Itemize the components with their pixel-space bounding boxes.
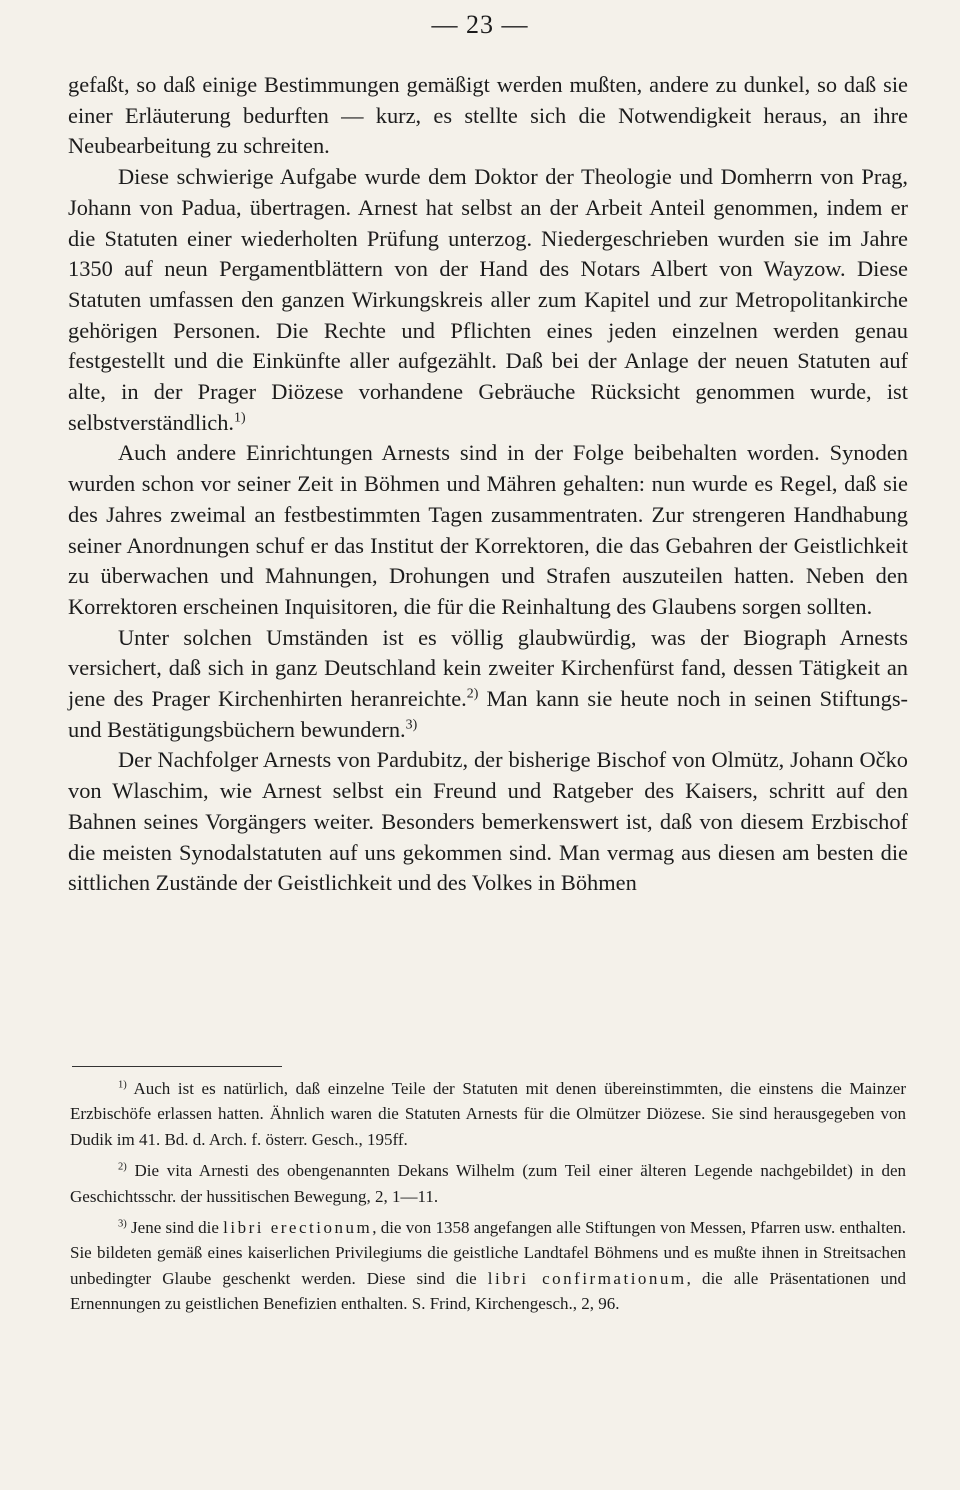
paragraph-3: Auch andere Einrichtungen Arnests sind in der Folge beibehalten worden. Synoden wurden schon vor seiner Zeit in Böhmen und Mähren gehalten: nun wurde es Regel, daß sie des Jahres zweimal an festbestimmten Tagen zusammentraten. Zur strengeren Handhabung seiner Anordnungen schuf er das Institut der Korrektoren, die das Gebahren der Geistlichkeit zu überwachen und Mahnungen, Drohungen und Strafen auszuteilen hatten. Neben den Korrektoren erscheinen Inquisitoren, die für die Reinhaltung des Glaubens sorgen sollten. xyxy=(68,440,908,619)
paragraph-5: Der Nachfolger Arnests von Pardubitz, der bisherige Bischof von Olmütz, Johann Očko von Wlaschim, wie Arnest selbst ein Freund und Ratgeber des Kaisers, schritt auf den Bahnen seines Vorgängers weiter. Besonders bemerkenswert ist, daß von diesem Erzbischof die meisten Synodalstatuten auf uns gekommen sind. Man vermag aus diesen am besten die sittlichen Zustände der Geistlichkeit und des Volkes in Böhmen xyxy=(68,747,908,896)
footnote-3-term-1: libri erectionum xyxy=(223,1218,373,1238)
paragraph-2-text: Diese schwierige Aufgabe wurde dem Doktor der Theologie und Domherrn von Prag, Johann von Padua, übertragen. Arnest hat selbst an der Arbeit Anteil genommen, indem er die Statuten einer wiederholten Prüfung unterzog. Niedergeschrieben wurden sie im Jahre 1350 auf neun Pergamentblättern von der Hand des Notars Albert von Wayzow. Diese Statuten umfassen den ganzen Wirkungskreis aller zum Kapitel und zur Metropolitankirche gehörigen Personen. Die Rechte und Pflichten eines jeden einzelnen werden genau festgestellt und die Einkünfte aller aufgezählt. Daß bei der Anlage der neuen Statuten auf alte, in der Prager Diözese vorhandene Gebräuche Rücksicht genommen wurde, ist selbstverständlich. xyxy=(68,164,908,435)
footnote-1-text: Auch ist es natürlich, daß einzelne Teile der Statuten mit denen übereinstimmten, die einstens die Mainzer Erzbischöfe erlassen hatten. Ähnlich waren die Statuten Arnests für die Olmützer Diözese. Sie sind herausgegeben von Dudik im 41. Bd. d. Arch. f. österr. Gesch., 195ff. xyxy=(70,1079,906,1149)
main-text xyxy=(68,70,908,899)
footnote-mark-1: 1) xyxy=(118,1079,127,1091)
footnote-divider xyxy=(72,1066,282,1067)
footnote-3 xyxy=(70,1215,906,1317)
footnote-1 xyxy=(70,1076,906,1152)
paragraph-1: gefaßt, so daß einige Bestimmungen gemäßigt werden mußten, andere zu dunkel, so daß sie einer Erläuterung bedurften — kurz, es stellte sich die Notwendigkeit heraus, an ihre Neubearbeitung zu schreiten. xyxy=(68,72,908,159)
paragraph-4-text-b: Man kann sie heute noch in seinen Stiftungs- und Bestätigungsbüchern bewundern. xyxy=(68,686,908,742)
footnotes xyxy=(70,1076,906,1317)
footnote-2-text: Die vita Arnesti des obengenannten Dekans Wilhelm (zum Teil einer älteren Legende nachgebildet) in den Geschichtsschr. der hussitischen Bewegung, 2, 1—11. xyxy=(70,1161,906,1206)
footnote-3-text-a: Jene sind die xyxy=(131,1218,224,1238)
page-number: — 23 — xyxy=(431,10,529,39)
footnote-ref-3: 3) xyxy=(405,717,418,733)
paragraph-4-text-a: Unter solchen Umständen ist es völlig glaubwürdig, was der Biograph Arnests versichert, daß sich in ganz Deutschland kein zweiter Kirchenfürst fand, dessen Tätigkeit an jene des Prager Kirchenhirten heranreichte. xyxy=(68,624,908,712)
footnote-3-text-c: , die alle Präsentationen und Ernennungen zu geistlichen Benefizien enthalten. S. Frind, Kirchengesch., 2, 96. xyxy=(70,1268,907,1314)
paragraph-4 xyxy=(68,623,908,746)
footnote-ref-2: 2) xyxy=(466,686,479,702)
footnote-2 xyxy=(70,1158,906,1209)
footnote-mark-3: 3) xyxy=(118,1218,127,1230)
footnote-3-term-2: libri confirmationum xyxy=(487,1268,687,1288)
footnote-ref-1: 1) xyxy=(234,410,246,426)
paragraph-2 xyxy=(68,162,908,438)
footnote-3-text-b: , die von 1358 angefangen alle Stiftungen von Messen, Pfarren usw. enthalten. Sie bildeten gemäß eines kaiserlichen Privilegiums die geistliche Landtafel Böhmens und es mußte ihnen in Streitsachen unbedingter Glaube geschenkt werden. Diese sind die xyxy=(70,1218,906,1288)
footnote-mark-2: 2) xyxy=(118,1161,127,1173)
